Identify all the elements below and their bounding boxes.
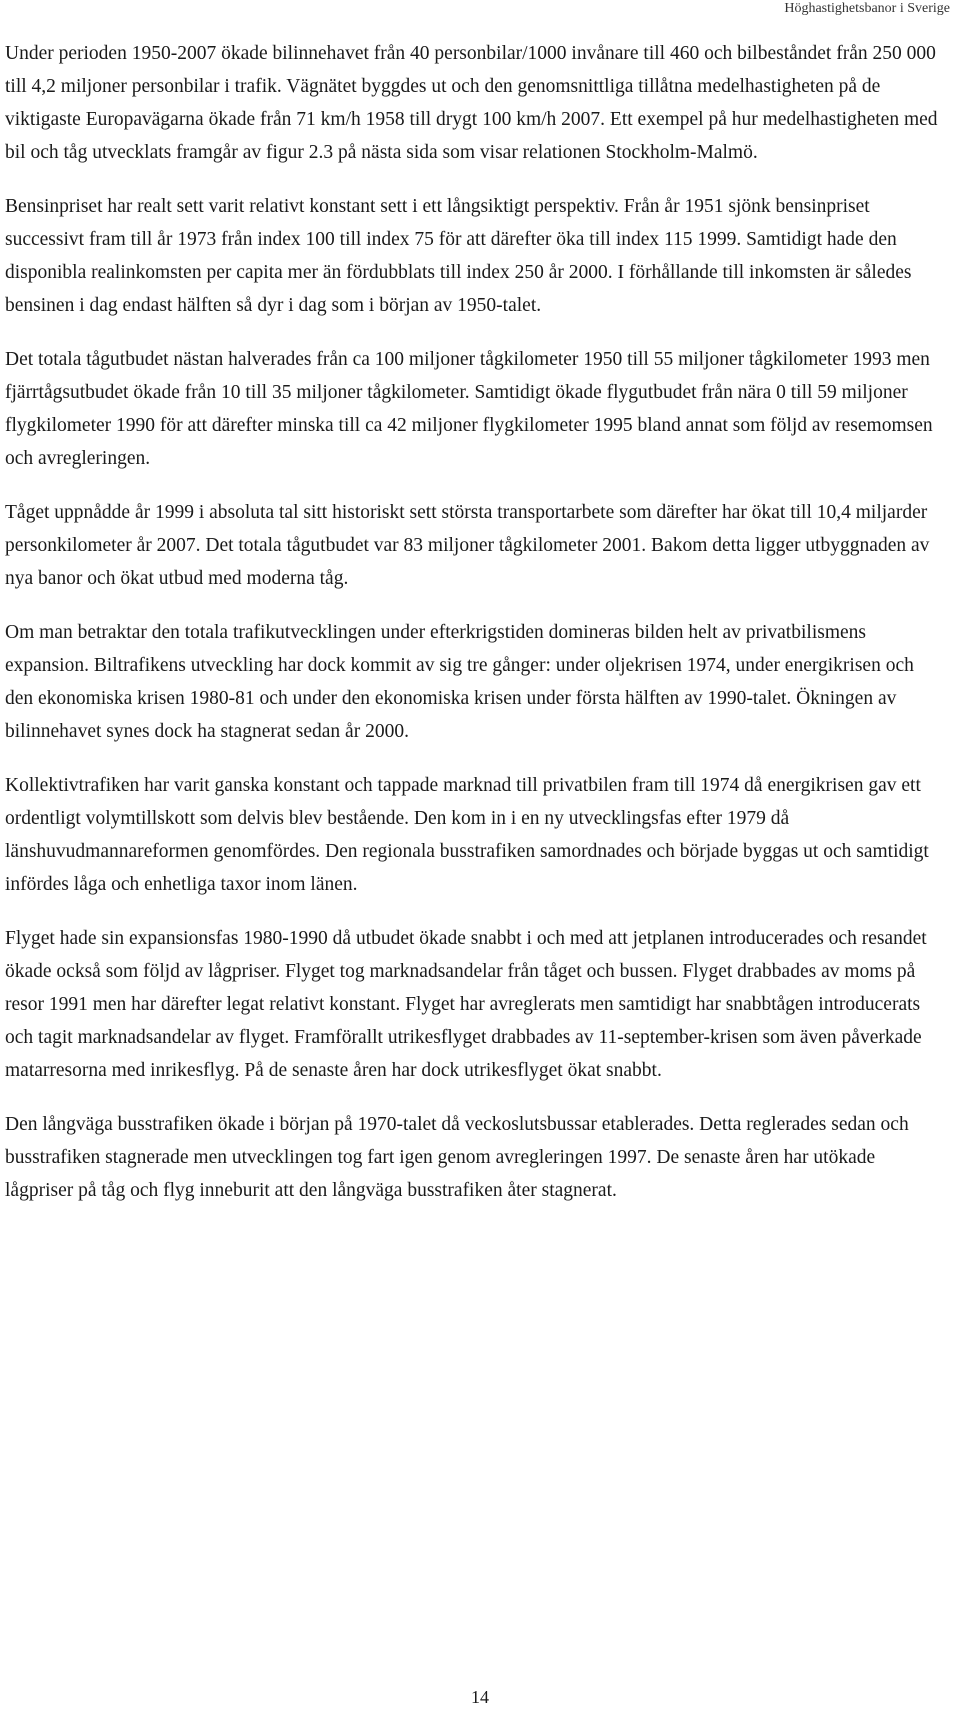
paragraph-car-ownership: Under perioden 1950-2007 ökade bilinnehavet från 40 personbilar/1000 invånare till 460 och bilbeståndet från 250 000 till 4,2 miljoner personbilar i trafik. Vägnätet byggdes ut och den genomsnittliga tillåtna medelhastigheten på de viktigaste Europavägarna ökade från 71 km/h 1958 till drygt 100 km/h 2007. Ett exempel på hur medelhastigheten med bil och tåg utvecklats framgår av figur 2.3 på nästa sida som visar relationen Stockholm-Malmö. bbox=[5, 43, 938, 163]
paragraph-public-transport: Kollektivtrafiken har varit ganska konstant och tappade marknad till privatbilen fram till 1974 då energikrisen gav ett ordentligt volymtillskott som delvis blev bestående. Den kom in i en ny utvecklingsfas efter 1979 då länshuvudmannareformen genomfördes. Den regionala busstrafiken samordnades och började byggas ut och samtidigt infördes låga och enhetliga taxor inom länen. bbox=[5, 775, 929, 895]
body-text bbox=[5, 37, 942, 1228]
paragraph-train-record: Tåget uppnådde år 1999 i absoluta tal sitt historiskt sett största transportarbete som därefter har ökat till 10,4 miljarder personkilometer år 2007. Det totala tågutbudet var 83 miljoner tågkilometer 2001. Bakom detta ligger utbyggnaden av nya banor och ökat utbud med moderna tåg. bbox=[5, 502, 930, 589]
running-header: Höghastighetsbanor i Sverige bbox=[784, 1, 950, 16]
paragraph-train-supply: Det totala tågutbudet nästan halverades från ca 100 miljoner tågkilometer 1950 till 55 miljoner tågkilometer 1993 men fjärrtågsutbudet ökade från 10 till 35 miljoner tågkilometer. Samtidigt ökade flygutbudet från nära 0 till 59 miljoner flygkilometer 1990 för att därefter minska till ca 42 miljoner flygkilometer 1995 bland annat som följd av resemomsen och avregleringen. bbox=[5, 349, 933, 469]
paragraph-long-distance-bus: Den långväga busstrafiken ökade i början på 1970-talet då veckoslutsbussar etablerades. Detta reglerades sedan och busstrafiken stagnerade men utvecklingen tog fart igen genom avregleringen 1997. De senaste åren har utökade lågpriser på tåg och flyg inneburit att den långväga busstrafiken åter stagnerat. bbox=[5, 1114, 909, 1201]
paragraph-petrol-price: Bensinpriset har realt sett varit relativt konstant sett i ett långsiktigt perspektiv. Från år 1951 sjönk bensinpriset successivt fram till år 1973 från index 100 till index 75 för att därefter öka till index 115 1999. Samtidigt hade den disponibla realinkomsten per capita mer än fördubblats till index 250 år 2000. I förhållande till inkomsten är således bensinen i dag endast hälften så dyr i dag som i början av 1950-talet. bbox=[5, 196, 912, 316]
paragraph-traffic-development: Om man betraktar den totala trafikutvecklingen under efterkrigstiden domineras bilden helt av privatbilismens expansion. Biltrafikens utveckling har dock kommit av sig tre gånger: under oljekrisen 1974, under energikrisen och den ekonomiska krisen 1980-81 och under den ekonomiska krisen under första hälften av 1990-talet. Ökningen av bilinnehavet synes dock ha stagnerat sedan år 2000. bbox=[5, 622, 914, 742]
page-number: 14 bbox=[471, 1687, 489, 1707]
paragraph-aviation: Flyget hade sin expansionsfas 1980-1990 då utbudet ökade snabbt i och med att jetplanen introducerades och resandet ökade också som följd av lågpriser. Flyget tog marknadsandelar från tåget och bussen. Flyget drabbades av moms på resor 1991 men har därefter legat relativt konstant. Flyget har avreglerats men samtidigt har snabbtågen introducerats och tagit marknadsandelar av flyget. Framförallt utrikesflyget drabbades av 11-september-krisen som även påverkade matarresorna med inrikesflyg. På de senaste åren har dock utrikesflyget ökat snabbt. bbox=[5, 928, 927, 1081]
